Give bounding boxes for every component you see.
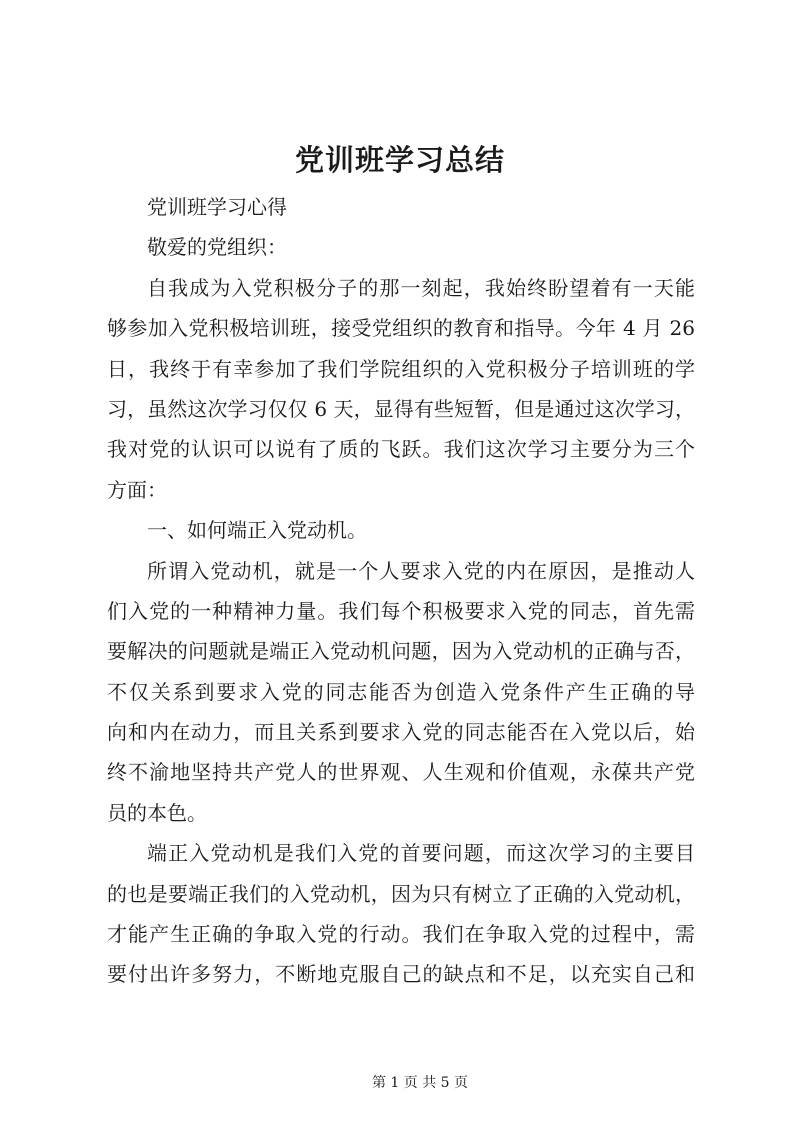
section-heading: 一、如何端正入党动机。 (147, 518, 367, 543)
paragraph-line: 够参加入党积极培训班，接受党组织的教育和指导。今年 4 月 26 (107, 316, 695, 341)
page-footer: 第 1 页 共 5 页 (371, 1075, 469, 1091)
page-title: 党训班学习总结 (294, 143, 505, 177)
paragraph-line: 我对党的认识可以说有了质的飞跃。我们这次学习主要分为三个 (107, 437, 695, 462)
paragraph-line: 才能产生正确的争取入党的行动。我们在争取入党的过程中，需 (107, 922, 695, 947)
paragraph-line: 要付出许多努力，不断地克服自己的缺点和不足，以充实自己和 (107, 962, 695, 987)
salutation-line: 敬爱的党组织： (147, 235, 287, 260)
paragraph-line: 日，我终于有幸参加了我们学院组织的入党积极分子培训班的学 (107, 356, 695, 381)
paragraph-line: 自我成为入党积极分子的那一刻起，我始终盼望着有一天能 (147, 275, 695, 300)
paragraph-line: 们入党的一种精神力量。我们每个积极要求入党的同志，首先需 (107, 598, 695, 623)
paragraph-line: 方面： (107, 477, 167, 502)
paragraph-line: 不仅关系到要求入党的同志能否为创造入党条件产生正确的导 (107, 679, 695, 704)
document-body (107, 187, 695, 995)
paragraph-line: 的也是要端正我们的入党动机，因为只有树立了正确的入党动机， (107, 881, 695, 906)
paragraph-line: 员的本色。 (107, 800, 207, 825)
paragraph-line: 向和内在动力，而且关系到要求入党的同志能否在入党以后，始 (107, 720, 695, 745)
paragraph-line: 端正入党动机是我们入党的首要问题，而这次学习的主要目 (147, 841, 695, 866)
paragraph-line: 要解决的问题就是端正入党动机问题，因为入党动机的正确与否， (107, 639, 695, 664)
paragraph-line: 所谓入党动机，就是一个人要求入党的内在原因，是推动人 (147, 558, 695, 583)
subtitle-line: 党训班学习心得 (147, 195, 287, 219)
paragraph-line: 习，虽然这次学习仅仅 6 天，显得有些短暂，但是通过这次学习， (107, 396, 695, 421)
paragraph-line: 终不渝地坚持共产党人的世界观、人生观和价值观，永葆共产党 (107, 760, 695, 785)
